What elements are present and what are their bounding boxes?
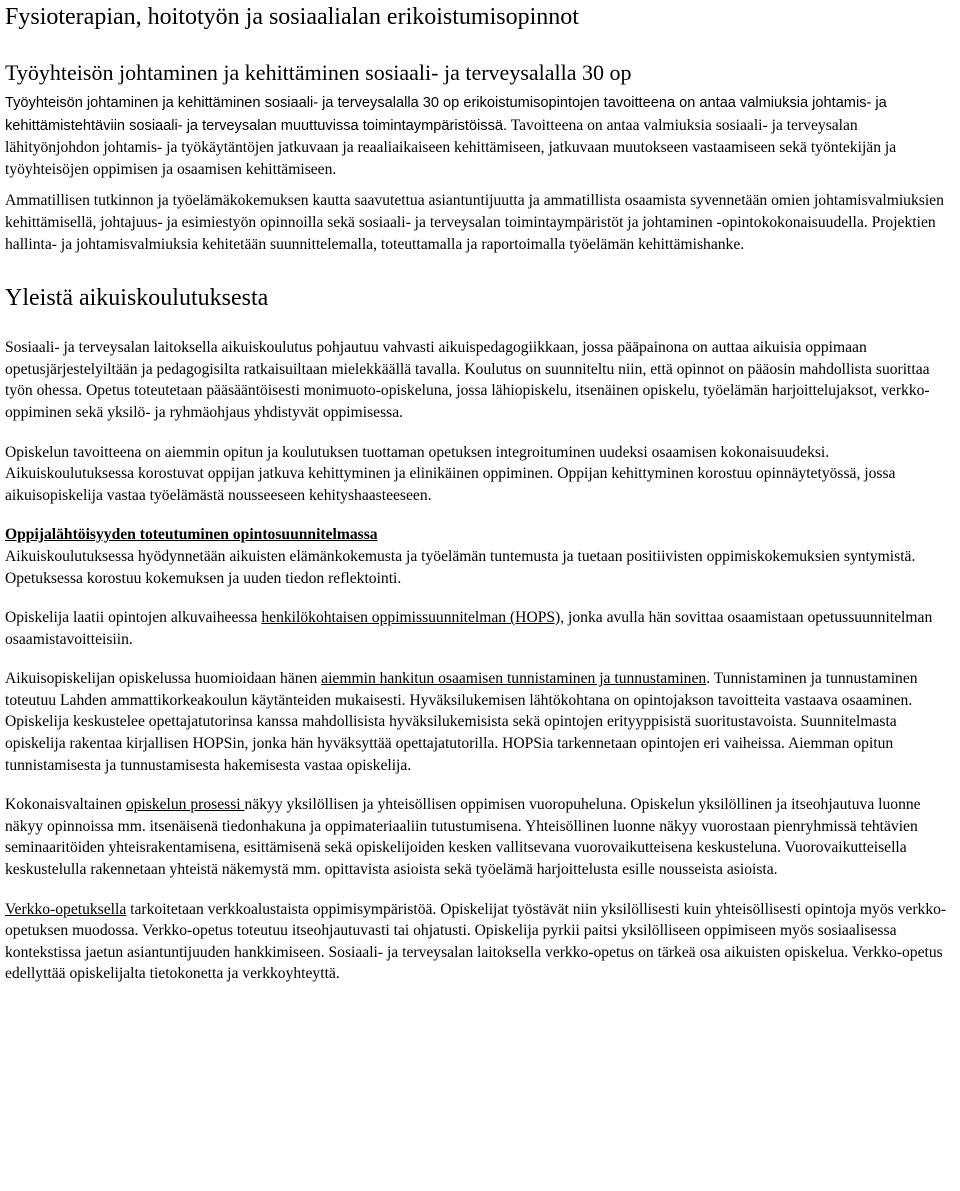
spacer [5, 589, 956, 607]
ahot-link[interactable]: aiemmin hankitun osaamisen tunnistaminen ja tunnustaminen [321, 670, 707, 688]
prosessi-text-before: Kokonaisvaltainen [5, 796, 126, 814]
prosessi-paragraph [5, 794, 956, 880]
intro-sans-text: Työyhteisön johtaminen ja kehittäminen sosiaali- ja terveysalalla 30 op erikoistumisopintojen tavoitteena on antaa valmiuksia johtamis- ja kehittämistehtäviin sosiaali- ja terveysalan muuttuvissa toimintaympäristöissä. [5, 95, 887, 134]
spacer [5, 424, 956, 442]
prosessi-link[interactable]: opiskelun prosessi [125, 796, 245, 814]
spacer [5, 506, 956, 524]
verkko-paragraph [5, 899, 956, 985]
verkko-link[interactable]: Verkko-opetuksella [5, 900, 127, 918]
ahot-text-after: . Tunnistaminen ja tunnustaminen toteutuu Lahden ammattikorkeakoulun käytänteiden mukaisesti. Hyväksilukemisen lähtökohtana on opintojakson tavoitteita vastaava osaaminen. Opiskelija keskustelee opettajatutorinsa kanssa mahdollisista hyväksilukemisista sekä opintojen erityyppisistä suoritustavoista. Suunnitelmasta opiskelija rakentaa kirjallisen HOPSin, jonka hän hyväksyttää opettajatutorilla. HOPSia tarkennetaan opintojen eri vaiheissa. Aiemman opitun tunnistamisesta ja tunnustamisesta hakemisesta vastaa opiskelija. [5, 670, 918, 774]
verkko-text-after: tarkoitetaan verkkoalustaista oppimisympäristöä. Opiskelijat työstävät niin yksilöllisesti kuin yhteisöllisesti opintoja myös verkko-opetuksen muodossa. Verkko-opetus toteutuu itseohjautuvasti tai ohjatusti. Opiskelija pyrkii paitsi yksilölliseen oppimiseen myös sosiaalisessa kontekstissa jaetun asiantuntijuuden hankkimiseen. Sosiaali- ja terveysalan laitoksella verkko-opetus on tärkeä osa aikuisten opiskelua. Verkko-opetus edellyttää opiskelijalta tietokonetta ja verkkoyhteyttä. [5, 900, 947, 983]
intro-serif-text: Tavoitteena on antaa valmiuksia sosiaali- ja terveysalan lähityönjohdon johtamis- ja työkäytäntöjen jatkuvaan ja reaaliaikaiseen kehittämiseen, jatkuvaan muutokseen vastaamiseen sekä työntekijän ja työyhteisöjen oppimisen ja osaamisen kehittämiseen. [5, 116, 897, 178]
ahot-paragraph [5, 668, 956, 776]
spacer [5, 776, 956, 794]
prosessi-text-after: näkyy yksilöllisen ja yhteisöllisen oppimisen vuoropuheluna. Opiskelun yksilöllinen ja itseohjautuva luonne näkyy opinnoissa mm. itsenäisenä tiedonhakuna ja oppimateriaaliin tutustumisena. Yhteisöllinen luonne näkyy vuorostaan pienryhmissä tehtävien seminaaritöiden yhteisrakentamisena, esittämisenä sekä opiskelijoiden kesken vallitsevana vuorovaikutteisena keskusteluna. Vuorovaikutteisella keskustelulla rakennetaan yhteistä näkemystä mm. opittavista asioista sekä työelämä harjoittelusta esille nousseista asioista. [5, 796, 921, 879]
section-title: Yleistä aikuiskoulutuksesta [5, 285, 269, 312]
hops-text-before: Opiskelija laatii opintojen alkuvaiheessa [5, 609, 262, 627]
ahot-text-before: Aikuisopiskelijan opiskelussa huomioidaan hänen [5, 670, 322, 688]
oppijalahtoisyys-text: Aikuiskoulutuksessa hyödynnetään aikuisten elämänkokemusta ja työelämän tuntemusta ja tuetaan positiivisten oppimiskokemuksien syntymistä. Opetuksessa korostuu kokemuksen ja uuden tiedon reflektointi. [5, 547, 916, 587]
spacer [5, 881, 956, 899]
intro-paragraph [5, 92, 956, 180]
document-title: Fysioterapian, hoitotyön ja sosiaalialan erikoistumisopinnot [5, 4, 579, 30]
oppijalahtoisyys-block [5, 524, 956, 589]
spacer [5, 180, 956, 190]
sosiaali-paragraph: Sosiaali- ja terveysalan laitoksella aikuiskoulutus pohjautuu vahvasti aikuispedagogiikkaan, jossa pääpainona on auttaa aikuisia oppimaan opetusjärjestelyiltään ja pedagogisilta ratkaisuiltaan mielekkäällä tavalla. Koulutus on suunniteltu niin, että opinnot on pääosin mahdollista suorittaa työn ohessa. Opetus toteutetaan pääsääntöisesti monimuoto-opiskeluna, jossa lähiopiskelu, itsenäinen opiskelu, työelämän harjoittelujaksot, verkko-oppiminen sekä yksilö- ja ryhmäohjaus yhdistyvät oppimisessa. [5, 339, 930, 421]
oppijalahtoisyys-heading: Oppijalähtöisyyden toteutuminen opintosuunnitelmassa [5, 526, 378, 544]
ammatillisen-paragraph: Ammatillisen tutkinnon ja työelämäkokemuksen kautta saavutettua asiantuntijuutta ja ammatillista osaamista syvennetään omien johtamisvalmiuksien kehittämisellä, johtajuus- ja esimiestyön opinnoilla sekä sosiaali- ja terveysalan toimintaympäristöt ja johtaminen -opintokokonaisuudella. Projektien hallinta- ja johtamisvalmiuksia kehitetään suunnittelemalla, toteuttamalla ja raportoimalla työelämän kehittämishanke. [5, 192, 944, 253]
course-title: Työyhteisön johtaminen ja kehittäminen sosiaali- ja terveysalalla 30 op [5, 60, 632, 85]
hops-text-after: jonka avulla hän sovittaa osaamistaan opetussuunnitelman osaamistavoitteisiin. [5, 609, 933, 648]
hops-link[interactable]: henkilökohtaisen oppimissuunnitelman (HOPS), [261, 609, 565, 627]
spacer [5, 650, 956, 668]
tavoitteena-paragraph: Opiskelun tavoitteena on aiemmin opitun ja koulutuksen tuottaman opetuksen integroituminen uudeksi osaamisen kokonaisuudeksi. Aikuiskoulutuksessa korostuvat oppijan jatkuva kehittyminen ja elinikäinen oppiminen. Oppijan kehittyminen korostuu opinnäytetyössä, jossa aikuisopiskelija vastaa työelämästä nousseeseen kehityshaasteeseen. [5, 443, 896, 504]
spacer [5, 255, 956, 277]
hops-paragraph [5, 607, 956, 650]
